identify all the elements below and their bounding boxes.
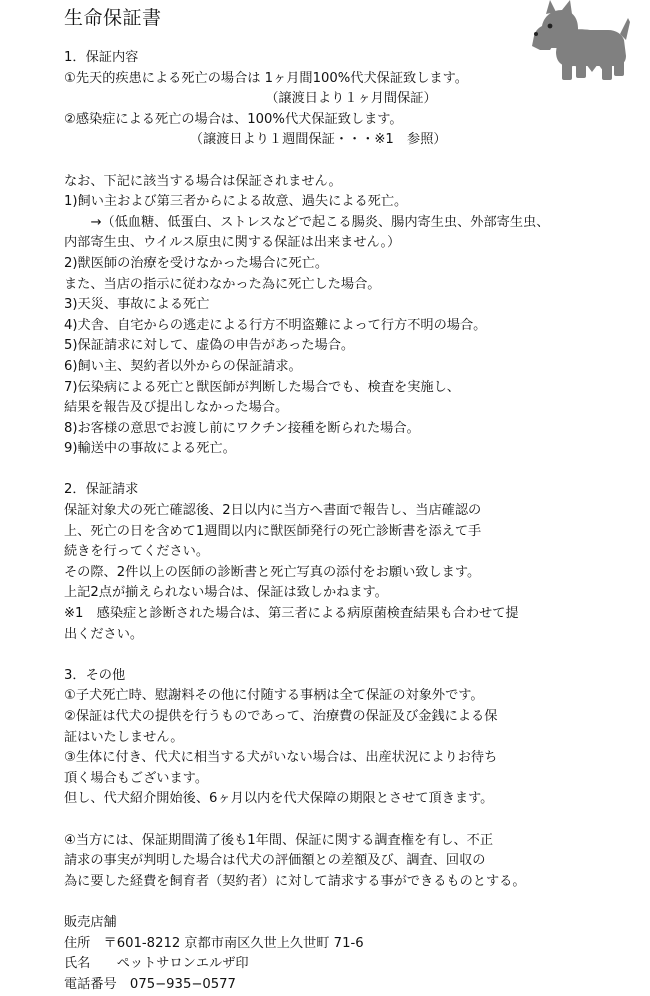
document-line — [64, 810, 624, 831]
document-line: 但し、代犬紹介開始後、6ヶ月以内を代犬保障の期限とさせて頂きます。 — [64, 791, 494, 807]
document-line: ③生体に付き、代犬に相当する犬がいない場合は、出産状況によりお待ち — [64, 750, 498, 766]
document-line: 上記2点が揃えられない場合は、保証は致しかねます。 — [64, 585, 388, 601]
document-line: 住所 〒601-8212 京都市南区久世上久世町 71-6 — [64, 935, 364, 951]
document-line: 7)伝染病による死亡と獣医師が判断した場合でも、検査を実施し、 — [64, 379, 460, 395]
document-line: ②感染症による死亡の場合は、100%代犬保証致します。 — [64, 111, 403, 127]
document-line: 氏名 ペットサロンエルザ印 — [64, 956, 249, 972]
document-line: 上、死亡の日を含めて1週間以内に獣医師発行の死亡診断書を添えて手 — [64, 523, 482, 539]
document-line: 電話番号 075−935−0577 — [64, 976, 236, 992]
document-line: なお、下記に該当する場合は保証されません。 — [64, 173, 342, 189]
document-line — [64, 892, 624, 913]
document-line: 8)お客様の意思でお渡し前にワクチン接種を断られた場合。 — [64, 420, 420, 436]
document-line: 1．保証内容 — [64, 50, 139, 65]
document-line: 2)獣医師の治療を受けなかった場合に死亡。 — [64, 255, 329, 271]
document-body — [64, 48, 624, 995]
document-line: 1)飼い主および第三者からによる故意、過失による死亡。 — [64, 194, 408, 210]
document-line: →（低血糖、低蛋白、ストレスなどで起こる腸炎、腸内寄生虫、外部寄生虫、 — [64, 214, 550, 230]
document-line: （譲渡日より１週間保証・・・※1 参照） — [64, 132, 447, 148]
document-line: 2．保証請求 — [64, 482, 139, 498]
document-line: 続きを行ってください。 — [64, 544, 210, 560]
document-line: その際、2件以上の医師の診断書と死亡写真の添付をお願い致します。 — [64, 564, 481, 580]
document-line — [64, 151, 624, 172]
document-line: 為に要した経費を飼育者（契約者）に対して請求する事ができるものとする。 — [64, 873, 526, 889]
document-line: 出ください。 — [64, 626, 144, 642]
document-line: 6)飼い主、契約者以外からの保証請求。 — [64, 358, 302, 374]
document-line: 頂く場合もございます。 — [64, 770, 209, 786]
document-line: 販売店舗 — [64, 914, 117, 930]
document-line: 請求の事実が判明した場合は代犬の評価額との差額及び、調査、回収の — [64, 853, 486, 869]
document-line: ①子犬死亡時、慰謝料その他に付随する事柄は全て保証の対象外です。 — [64, 688, 484, 704]
document-line — [64, 460, 624, 481]
document-line: 3．その他 — [64, 667, 126, 683]
document-line: 5)保証請求に対して、虚偽の申告があった場合。 — [64, 338, 355, 354]
document-line: （譲渡日より１ヶ月間保証） — [64, 91, 437, 107]
document-line: ①先天的疾患による死亡の場合は 1ヶ月間100%代犬保証致します。 — [64, 70, 468, 86]
document-line: ④当方には、保証期間満了後も1年間、保証に関する調査権を有し、不正 — [64, 832, 494, 848]
document-line: また、当店の指示に従わなかった為に死亡した場合。 — [64, 276, 381, 292]
document-line — [64, 645, 624, 666]
document-title: 生命保証書 — [64, 7, 162, 29]
document-line: ②保証は代犬の提供を行うものであって、治療費の保証及び金銭による保 — [64, 709, 498, 724]
document-line: 証はいたしません。 — [64, 729, 184, 745]
document-line: 4)犬舎、自宅からの逃走による行方不明盗難によって行方不明の場合。 — [64, 317, 487, 333]
document-line: 結果を報告及び提出しなかった場合。 — [64, 400, 289, 416]
document-line: 3)天災、事故による死亡 — [64, 297, 210, 313]
document-line: 保証対象犬の死亡確認後、2日以内に当方へ書面で報告し、当店確認の — [64, 503, 482, 519]
document-line: ※1 感染症と診断された場合は、第三者による病原菌検査結果も合わせて提 — [64, 606, 519, 622]
document-line: 9)輸送中の事故による死亡。 — [64, 441, 236, 457]
document-line: 内部寄生虫、ウイルス原虫に関する保証は出来ません。） — [64, 235, 401, 251]
